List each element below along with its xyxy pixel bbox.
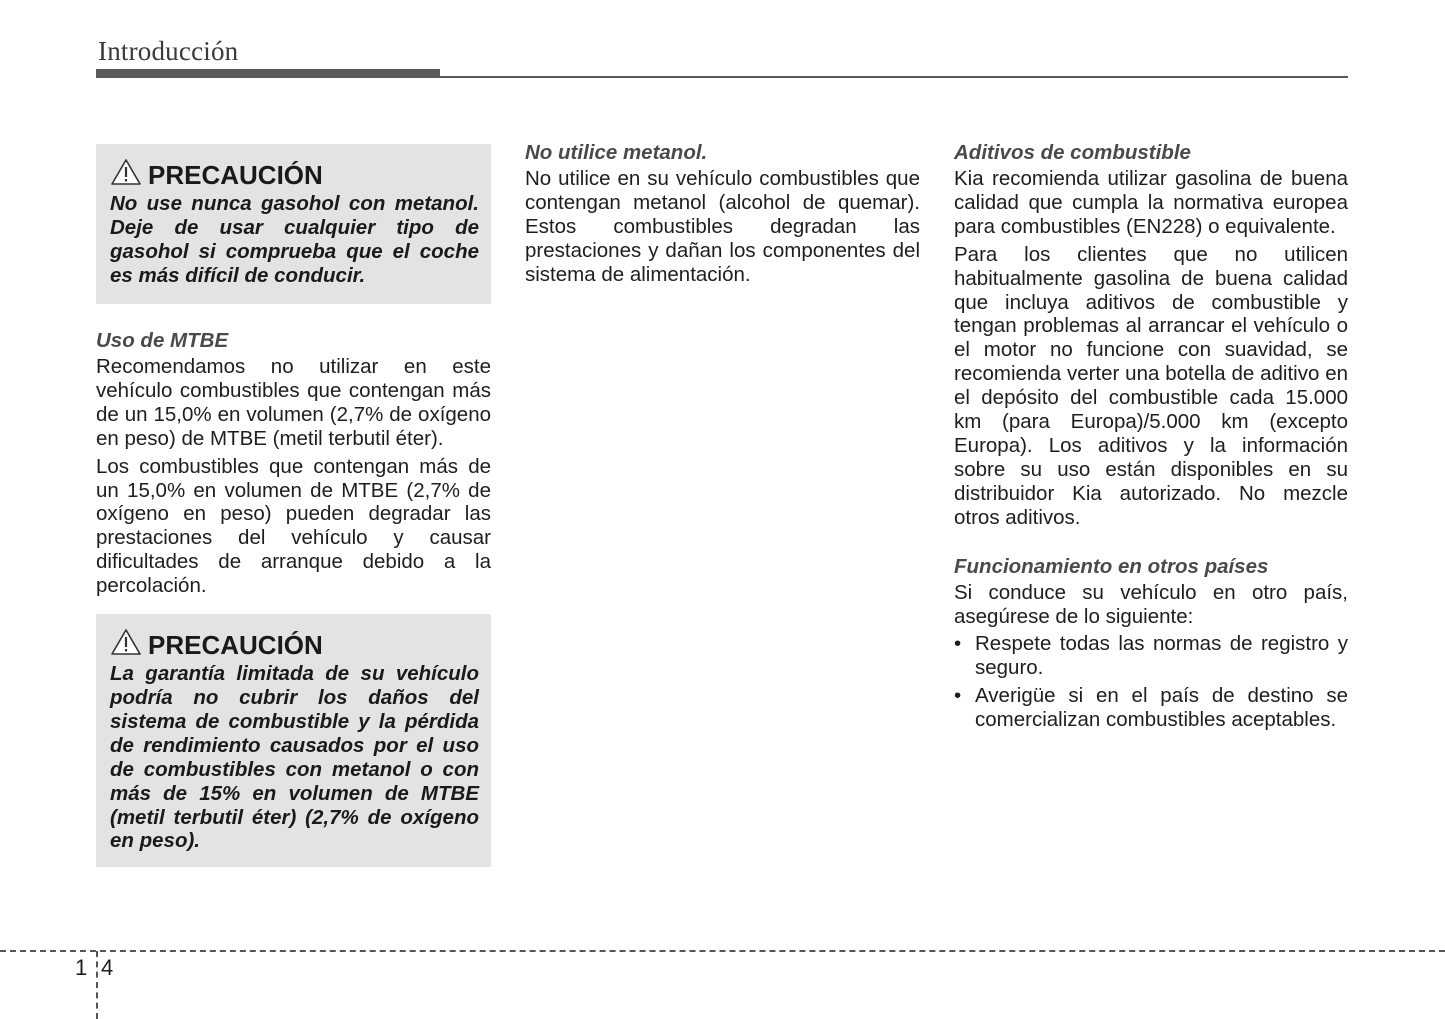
chapter-number: 1: [75, 955, 88, 980]
caution-title: PRECAUCIÓN: [148, 629, 323, 660]
paragraph: Kia recomienda utilizar gasolina de buena calidad que cumpla la normativa europea para combustibles (EN228) o equivalente.: [954, 167, 1348, 238]
section-aditivos: [954, 140, 1348, 530]
section-metanol: [525, 140, 920, 287]
section-paises: [954, 554, 1348, 732]
caution-header: [110, 628, 479, 662]
header-rule-thin: [440, 76, 1348, 78]
page-number: 4: [101, 955, 114, 980]
caution-box: [96, 614, 491, 867]
footer-divider: [96, 951, 98, 1019]
caution-title: PRECAUCIÓN: [148, 159, 323, 190]
list-item: • Averigüe si en el país de destino se comercializan combustibles aceptables.: [954, 684, 1348, 732]
list-item: • Respete todas las normas de registro y seguro.: [954, 632, 1348, 680]
section-heading: Aditivos de combustible: [954, 141, 1191, 164]
paragraph: Recomendamos no utilizar en este vehículo combustibles que contengan más de un 15,0% en volumen (2,7% de oxígeno en peso) de MTBE (metil terbutil éter).: [96, 355, 491, 450]
paragraph: Los combustibles que contengan más de un 15,0% en volumen de MTBE (2,7% de oxígeno en peso) pueden degradar las prestaciones del vehículo y causar dificultades de arranque debido a la percolación.: [96, 454, 491, 598]
section-heading: No utilice metanol.: [525, 141, 708, 164]
caution-text: La garantía limitada de su vehículo podría no cubrir los daños del sistema de combustible y la pérdida de rendimiento causados por el uso de combustibles con metanol o con más de 15% en volumen de MTBE (metil terbutil éter) (2,7% de oxígeno en peso).: [110, 662, 479, 853]
caution-box: [96, 144, 491, 304]
header-rule-thick: [96, 69, 440, 78]
section-heading: Funcionamiento en otros países: [954, 554, 1269, 578]
caution-text: No use nunca gasohol con metanol. Deje de usar cualquier tipo de gasohol si comprueba que el coche es más difícil de conducir.: [110, 192, 479, 287]
warning-icon: [110, 628, 142, 656]
page-title: Introducción: [98, 36, 239, 66]
column-right: [954, 140, 1348, 736]
column-middle: [525, 140, 920, 291]
caution-header: [110, 158, 479, 192]
bullet-list: [954, 632, 1348, 732]
section-heading: Uso de MTBE: [96, 329, 229, 352]
footer-rule: [0, 950, 1445, 952]
paragraph: No utilice en su vehículo combustibles que contengan metanol (alcohol de quemar). Estos combustibles degradan las prestaciones y dañan los componentes del sistema de alimentación.: [525, 167, 920, 286]
warning-icon: [110, 158, 142, 186]
paragraph: Si conduce su vehículo en otro país, asegúrese de lo siguiente:: [954, 580, 1348, 628]
section-mtbe: [96, 328, 491, 598]
column-left: [96, 140, 491, 867]
paragraph: Para los clientes que no utilicen habitualmente gasolina de buena calidad que incluya aditivos de combustible y tengan problemas al arrancar el vehículo o el motor no funcione con suavidad, se recomienda verter una botella de aditivo en el depósito del combustible cada 15.000 km (para Europa)/5.000 km (excepto Europa). Los aditivos y la información sobre su uso están disponibles en su distribuidor Kia autorizado. No mezcle otros aditivos.: [954, 242, 1348, 529]
